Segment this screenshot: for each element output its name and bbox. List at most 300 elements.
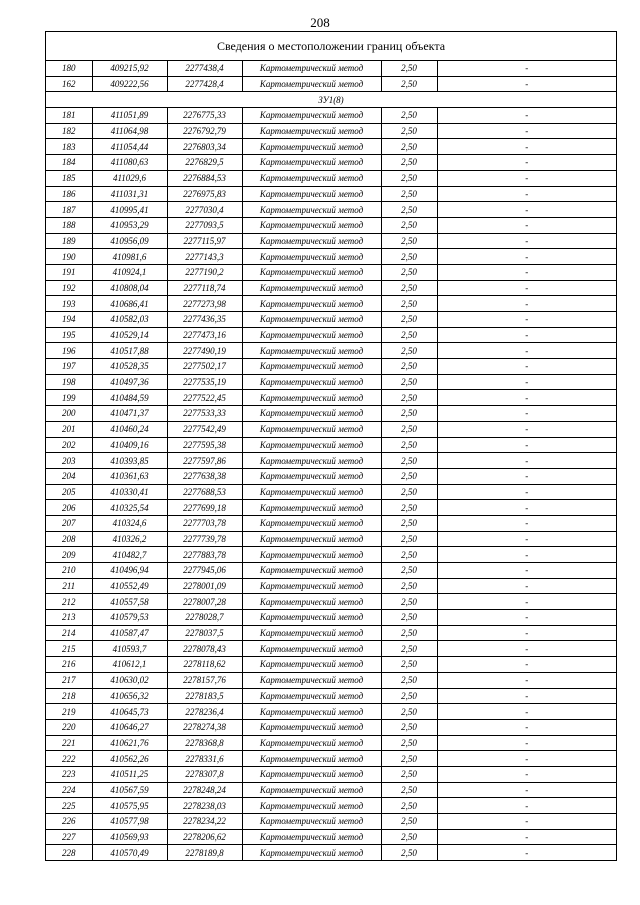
cell-note: - bbox=[437, 421, 616, 437]
cell-method: Картометрический метод bbox=[242, 578, 381, 594]
cell-accuracy: 2,50 bbox=[381, 76, 437, 92]
table-row bbox=[46, 484, 616, 500]
cell-coord-x: 410995,41 bbox=[92, 202, 167, 218]
cell-method: Картометрический метод bbox=[242, 625, 381, 641]
cell-point-number: 203 bbox=[46, 453, 92, 469]
table-row bbox=[46, 610, 616, 626]
cell-note: - bbox=[437, 280, 616, 296]
cell-method: Картометрический метод bbox=[242, 657, 381, 673]
cell-method: Картометрический метод bbox=[242, 688, 381, 704]
cell-point-number: 211 bbox=[46, 578, 92, 594]
cell-accuracy: 2,50 bbox=[381, 453, 437, 469]
table-row bbox=[46, 390, 616, 406]
coordinates-table bbox=[46, 61, 616, 861]
cell-accuracy: 2,50 bbox=[381, 782, 437, 798]
cell-accuracy: 2,50 bbox=[381, 515, 437, 531]
cell-accuracy: 2,50 bbox=[381, 814, 437, 830]
table-row bbox=[46, 468, 616, 484]
cell-coord-x: 410570,49 bbox=[92, 845, 167, 861]
cell-coord-x: 410587,47 bbox=[92, 625, 167, 641]
cell-point-number: 215 bbox=[46, 641, 92, 657]
cell-method: Картометрический метод bbox=[242, 468, 381, 484]
cell-note: - bbox=[437, 170, 616, 186]
cell-note: - bbox=[437, 202, 616, 218]
cell-coord-y: 2277595,38 bbox=[167, 437, 242, 453]
cell-coord-x: 410808,04 bbox=[92, 280, 167, 296]
cell-method: Картометрический метод bbox=[242, 202, 381, 218]
cell-coord-x: 410582,03 bbox=[92, 312, 167, 328]
table-row bbox=[46, 327, 616, 343]
cell-coord-y: 2277118,74 bbox=[167, 280, 242, 296]
cell-method: Картометрический метод bbox=[242, 155, 381, 171]
cell-point-number: 216 bbox=[46, 657, 92, 673]
cell-point-number: 219 bbox=[46, 704, 92, 720]
cell-point-number: 189 bbox=[46, 233, 92, 249]
table-row bbox=[46, 170, 616, 186]
cell-accuracy: 2,50 bbox=[381, 578, 437, 594]
cell-note: - bbox=[437, 814, 616, 830]
cell-point-number: 202 bbox=[46, 437, 92, 453]
cell-accuracy: 2,50 bbox=[381, 123, 437, 139]
table-row bbox=[46, 155, 616, 171]
cell-point-number: 201 bbox=[46, 421, 92, 437]
cell-coord-x: 410361,63 bbox=[92, 468, 167, 484]
cell-note: - bbox=[437, 672, 616, 688]
cell-coord-y: 2277597,86 bbox=[167, 453, 242, 469]
table-row bbox=[46, 704, 616, 720]
cell-note: - bbox=[437, 798, 616, 814]
cell-point-number: 218 bbox=[46, 688, 92, 704]
cell-method: Картометрический метод bbox=[242, 515, 381, 531]
cell-point-number: 210 bbox=[46, 563, 92, 579]
table-row bbox=[46, 139, 616, 155]
cell-point-number: 185 bbox=[46, 170, 92, 186]
cell-note: - bbox=[437, 688, 616, 704]
cell-coord-y: 2276829,5 bbox=[167, 155, 242, 171]
cell-method: Картометрический метод bbox=[242, 563, 381, 579]
cell-coord-y: 2277190,2 bbox=[167, 264, 242, 280]
cell-coord-x: 410924,1 bbox=[92, 264, 167, 280]
page-number: 208 bbox=[310, 15, 330, 30]
cell-note: - bbox=[437, 500, 616, 516]
cell-method: Картометрический метод bbox=[242, 610, 381, 626]
cell-point-number: 188 bbox=[46, 217, 92, 233]
cell-coord-x: 410567,59 bbox=[92, 782, 167, 798]
cell-method: Картометрический метод bbox=[242, 437, 381, 453]
cell-point-number: 187 bbox=[46, 202, 92, 218]
table-row bbox=[46, 657, 616, 673]
cell-accuracy: 2,50 bbox=[381, 672, 437, 688]
cell-accuracy: 2,50 bbox=[381, 280, 437, 296]
table-row bbox=[46, 751, 616, 767]
table-row bbox=[46, 233, 616, 249]
cell-method: Картометрический метод bbox=[242, 186, 381, 202]
cell-point-number: 193 bbox=[46, 296, 92, 312]
cell-coord-x: 411029,6 bbox=[92, 170, 167, 186]
cell-point-number: 194 bbox=[46, 312, 92, 328]
cell-coord-y: 2278001,09 bbox=[167, 578, 242, 594]
cell-accuracy: 2,50 bbox=[381, 296, 437, 312]
cell-point-number: 226 bbox=[46, 814, 92, 830]
table-row bbox=[46, 359, 616, 375]
cell-coord-x: 409222,56 bbox=[92, 76, 167, 92]
cell-point-number: 197 bbox=[46, 359, 92, 375]
cell-coord-x: 410645,73 bbox=[92, 704, 167, 720]
cell-accuracy: 2,50 bbox=[381, 531, 437, 547]
cell-accuracy: 2,50 bbox=[381, 798, 437, 814]
cell-accuracy: 2,50 bbox=[381, 735, 437, 751]
table-row bbox=[46, 515, 616, 531]
cell-coord-x: 410497,36 bbox=[92, 374, 167, 390]
cell-method: Картометрический метод bbox=[242, 264, 381, 280]
cell-note: - bbox=[437, 76, 616, 92]
cell-coord-y: 2276975,83 bbox=[167, 186, 242, 202]
cell-point-number: 209 bbox=[46, 547, 92, 563]
cell-note: - bbox=[437, 327, 616, 343]
table-row bbox=[46, 296, 616, 312]
cell-coord-y: 2277638,38 bbox=[167, 468, 242, 484]
cell-note: - bbox=[437, 453, 616, 469]
cell-note: - bbox=[437, 264, 616, 280]
cell-point-number: 162 bbox=[46, 76, 92, 92]
cell-coord-x: 410579,53 bbox=[92, 610, 167, 626]
cell-coord-x: 410686,41 bbox=[92, 296, 167, 312]
cell-point-number: 222 bbox=[46, 751, 92, 767]
table-header-title: Сведения о местоположении границ объекта bbox=[46, 32, 616, 61]
cell-accuracy: 2,50 bbox=[381, 610, 437, 626]
cell-accuracy: 2,50 bbox=[381, 359, 437, 375]
cell-coord-y: 2277273,98 bbox=[167, 296, 242, 312]
cell-point-number: 213 bbox=[46, 610, 92, 626]
table-row bbox=[46, 547, 616, 563]
table-row bbox=[46, 374, 616, 390]
cell-accuracy: 2,50 bbox=[381, 657, 437, 673]
cell-coord-y: 2277535,19 bbox=[167, 374, 242, 390]
cell-accuracy: 2,50 bbox=[381, 390, 437, 406]
cell-coord-x: 410460,24 bbox=[92, 421, 167, 437]
cell-coord-y: 2277436,35 bbox=[167, 312, 242, 328]
cell-accuracy: 2,50 bbox=[381, 202, 437, 218]
cell-coord-y: 2277093,5 bbox=[167, 217, 242, 233]
cell-coord-y: 2278331,6 bbox=[167, 751, 242, 767]
cell-point-number: 183 bbox=[46, 139, 92, 155]
cell-point-number: 196 bbox=[46, 343, 92, 359]
cell-coord-x: 410482,7 bbox=[92, 547, 167, 563]
coordinates-table-body bbox=[46, 61, 616, 861]
cell-accuracy: 2,50 bbox=[381, 312, 437, 328]
cell-method: Картометрический метод bbox=[242, 845, 381, 861]
cell-coord-y: 2276792,79 bbox=[167, 123, 242, 139]
cell-coord-y: 2278238,03 bbox=[167, 798, 242, 814]
cell-method: Картометрический метод bbox=[242, 359, 381, 375]
cell-note: - bbox=[437, 625, 616, 641]
cell-coord-y: 2277703,78 bbox=[167, 515, 242, 531]
cell-point-number: 190 bbox=[46, 249, 92, 265]
cell-method: Картометрический метод bbox=[242, 704, 381, 720]
cell-method: Картометрический метод bbox=[242, 374, 381, 390]
cell-accuracy: 2,50 bbox=[381, 406, 437, 422]
cell-note: - bbox=[437, 108, 616, 124]
table-row bbox=[46, 594, 616, 610]
cell-accuracy: 2,50 bbox=[381, 437, 437, 453]
table-row bbox=[46, 61, 616, 76]
cell-accuracy: 2,50 bbox=[381, 845, 437, 861]
cell-note: - bbox=[437, 186, 616, 202]
cell-coord-y: 2278028,7 bbox=[167, 610, 242, 626]
cell-accuracy: 2,50 bbox=[381, 829, 437, 845]
cell-method: Картометрический метод bbox=[242, 233, 381, 249]
table-row bbox=[46, 625, 616, 641]
cell-method: Картометрический метод bbox=[242, 766, 381, 782]
cell-coord-y: 2277883,78 bbox=[167, 547, 242, 563]
table-row bbox=[46, 798, 616, 814]
cell-coord-x: 410612,1 bbox=[92, 657, 167, 673]
cell-accuracy: 2,50 bbox=[381, 155, 437, 171]
cell-point-number: 199 bbox=[46, 390, 92, 406]
cell-coord-x: 410956,09 bbox=[92, 233, 167, 249]
cell-note: - bbox=[437, 829, 616, 845]
cell-note: - bbox=[437, 406, 616, 422]
cell-coord-y: 2278157,76 bbox=[167, 672, 242, 688]
cell-note: - bbox=[437, 704, 616, 720]
table-row bbox=[46, 280, 616, 296]
cell-coord-x: 410517,88 bbox=[92, 343, 167, 359]
table-row bbox=[46, 688, 616, 704]
cell-coord-y: 2276884,53 bbox=[167, 170, 242, 186]
table-row bbox=[46, 531, 616, 547]
cell-note: - bbox=[437, 547, 616, 563]
cell-coord-x: 410577,98 bbox=[92, 814, 167, 830]
table-row bbox=[46, 814, 616, 830]
table-row bbox=[46, 437, 616, 453]
cell-coord-y: 2278248,24 bbox=[167, 782, 242, 798]
table-row bbox=[46, 108, 616, 124]
table-row bbox=[46, 453, 616, 469]
cell-accuracy: 2,50 bbox=[381, 704, 437, 720]
table-row bbox=[46, 845, 616, 861]
cell-point-number: 225 bbox=[46, 798, 92, 814]
cell-accuracy: 2,50 bbox=[381, 249, 437, 265]
cell-note: - bbox=[437, 390, 616, 406]
cell-coord-x: 410324,6 bbox=[92, 515, 167, 531]
table-row bbox=[46, 735, 616, 751]
cell-point-number: 192 bbox=[46, 280, 92, 296]
cell-method: Картометрический метод bbox=[242, 814, 381, 830]
table-row bbox=[46, 719, 616, 735]
cell-method: Картометрический метод bbox=[242, 751, 381, 767]
cell-method: Картометрический метод bbox=[242, 249, 381, 265]
cell-coord-x: 411031,31 bbox=[92, 186, 167, 202]
cell-coord-x: 410330,41 bbox=[92, 484, 167, 500]
cell-accuracy: 2,50 bbox=[381, 751, 437, 767]
cell-note: - bbox=[437, 719, 616, 735]
cell-coord-y: 2277428,4 bbox=[167, 76, 242, 92]
table-row bbox=[46, 672, 616, 688]
table-row bbox=[46, 578, 616, 594]
cell-point-number: 227 bbox=[46, 829, 92, 845]
cell-method: Картометрический метод bbox=[242, 453, 381, 469]
table-row bbox=[46, 249, 616, 265]
cell-method: Картометрический метод bbox=[242, 108, 381, 124]
table-row bbox=[46, 264, 616, 280]
cell-method: Картометрический метод bbox=[242, 719, 381, 735]
cell-method: Картометрический метод bbox=[242, 123, 381, 139]
cell-accuracy: 2,50 bbox=[381, 625, 437, 641]
cell-coord-y: 2276775,33 bbox=[167, 108, 242, 124]
cell-coord-x: 410562,26 bbox=[92, 751, 167, 767]
cell-accuracy: 2,50 bbox=[381, 170, 437, 186]
cell-point-number: 184 bbox=[46, 155, 92, 171]
cell-coord-y: 2278236,4 bbox=[167, 704, 242, 720]
cell-point-number: 220 bbox=[46, 719, 92, 735]
cell-accuracy: 2,50 bbox=[381, 719, 437, 735]
cell-point-number: 217 bbox=[46, 672, 92, 688]
cell-coord-x: 410575,95 bbox=[92, 798, 167, 814]
cell-coord-y: 2277115,97 bbox=[167, 233, 242, 249]
cell-accuracy: 2,50 bbox=[381, 766, 437, 782]
cell-coord-y: 2277473,16 bbox=[167, 327, 242, 343]
cell-coord-x: 410593,7 bbox=[92, 641, 167, 657]
cell-accuracy: 2,50 bbox=[381, 233, 437, 249]
cell-accuracy: 2,50 bbox=[381, 139, 437, 155]
cell-coord-x: 410326,2 bbox=[92, 531, 167, 547]
cell-note: - bbox=[437, 594, 616, 610]
cell-point-number: 181 bbox=[46, 108, 92, 124]
cell-coord-y: 2277502,17 bbox=[167, 359, 242, 375]
table-row bbox=[46, 421, 616, 437]
cell-coord-x: 410630,02 bbox=[92, 672, 167, 688]
cell-point-number: 200 bbox=[46, 406, 92, 422]
table-row bbox=[46, 766, 616, 782]
cell-point-number: 186 bbox=[46, 186, 92, 202]
cell-coord-y: 2278007,28 bbox=[167, 594, 242, 610]
cell-coord-y: 2277533,33 bbox=[167, 406, 242, 422]
cell-accuracy: 2,50 bbox=[381, 421, 437, 437]
cell-note: - bbox=[437, 484, 616, 500]
cell-coord-x: 411051,89 bbox=[92, 108, 167, 124]
cell-note: - bbox=[437, 782, 616, 798]
cell-note: - bbox=[437, 563, 616, 579]
cell-note: - bbox=[437, 123, 616, 139]
cell-coord-y: 2277688,53 bbox=[167, 484, 242, 500]
table-row bbox=[46, 343, 616, 359]
cell-coord-x: 410557,58 bbox=[92, 594, 167, 610]
cell-coord-x: 410529,14 bbox=[92, 327, 167, 343]
cell-coord-x: 410621,76 bbox=[92, 735, 167, 751]
cell-coord-x: 410325,54 bbox=[92, 500, 167, 516]
boundary-table-sheet bbox=[45, 31, 617, 861]
cell-coord-y: 2277438,4 bbox=[167, 61, 242, 76]
cell-coord-y: 2278307,8 bbox=[167, 766, 242, 782]
cell-point-number: 182 bbox=[46, 123, 92, 139]
section-label: ЗУ1(8) bbox=[46, 92, 616, 108]
table-row bbox=[46, 641, 616, 657]
cell-coord-x: 410656,32 bbox=[92, 688, 167, 704]
cell-method: Картометрический метод bbox=[242, 500, 381, 516]
cell-coord-x: 410484,59 bbox=[92, 390, 167, 406]
table-row bbox=[46, 76, 616, 92]
cell-point-number: 198 bbox=[46, 374, 92, 390]
cell-coord-x: 410528,35 bbox=[92, 359, 167, 375]
cell-coord-y: 2278234,22 bbox=[167, 814, 242, 830]
cell-accuracy: 2,50 bbox=[381, 563, 437, 579]
cell-note: - bbox=[437, 735, 616, 751]
cell-coord-x: 411080,63 bbox=[92, 155, 167, 171]
cell-point-number: 206 bbox=[46, 500, 92, 516]
cell-method: Картометрический метод bbox=[242, 343, 381, 359]
cell-note: - bbox=[437, 249, 616, 265]
cell-note: - bbox=[437, 61, 616, 76]
cell-coord-y: 2276803,34 bbox=[167, 139, 242, 155]
cell-coord-x: 410552,49 bbox=[92, 578, 167, 594]
cell-coord-x: 410646,27 bbox=[92, 719, 167, 735]
cell-coord-y: 2277143,3 bbox=[167, 249, 242, 265]
cell-method: Картометрический метод bbox=[242, 782, 381, 798]
cell-coord-x: 410471,37 bbox=[92, 406, 167, 422]
cell-accuracy: 2,50 bbox=[381, 688, 437, 704]
cell-accuracy: 2,50 bbox=[381, 468, 437, 484]
cell-method: Картометрический метод bbox=[242, 798, 381, 814]
cell-accuracy: 2,50 bbox=[381, 641, 437, 657]
cell-note: - bbox=[437, 296, 616, 312]
cell-note: - bbox=[437, 359, 616, 375]
table-row bbox=[46, 782, 616, 798]
cell-coord-x: 410393,85 bbox=[92, 453, 167, 469]
table-row bbox=[46, 202, 616, 218]
cell-accuracy: 2,50 bbox=[381, 327, 437, 343]
cell-note: - bbox=[437, 610, 616, 626]
cell-note: - bbox=[437, 343, 616, 359]
cell-coord-y: 2278274,38 bbox=[167, 719, 242, 735]
cell-accuracy: 2,50 bbox=[381, 547, 437, 563]
cell-note: - bbox=[437, 312, 616, 328]
cell-coord-y: 2278206,62 bbox=[167, 829, 242, 845]
cell-method: Картометрический метод bbox=[242, 547, 381, 563]
cell-method: Картометрический метод bbox=[242, 312, 381, 328]
cell-note: - bbox=[437, 641, 616, 657]
cell-coord-x: 410953,29 bbox=[92, 217, 167, 233]
cell-note: - bbox=[437, 751, 616, 767]
table-row bbox=[46, 217, 616, 233]
cell-method: Картометрический метод bbox=[242, 531, 381, 547]
cell-coord-y: 2278037,5 bbox=[167, 625, 242, 641]
cell-accuracy: 2,50 bbox=[381, 264, 437, 280]
cell-note: - bbox=[437, 217, 616, 233]
cell-note: - bbox=[437, 233, 616, 249]
cell-method: Картометрический метод bbox=[242, 217, 381, 233]
cell-accuracy: 2,50 bbox=[381, 374, 437, 390]
cell-method: Картометрический метод bbox=[242, 735, 381, 751]
cell-method: Картометрический метод bbox=[242, 76, 381, 92]
cell-coord-y: 2278189,8 bbox=[167, 845, 242, 861]
cell-point-number: 207 bbox=[46, 515, 92, 531]
cell-method: Картометрический метод bbox=[242, 594, 381, 610]
cell-coord-y: 2278368,8 bbox=[167, 735, 242, 751]
cell-coord-y: 2277522,45 bbox=[167, 390, 242, 406]
cell-method: Картометрический метод bbox=[242, 327, 381, 343]
cell-point-number: 228 bbox=[46, 845, 92, 861]
table-row bbox=[46, 123, 616, 139]
cell-point-number: 208 bbox=[46, 531, 92, 547]
table-row bbox=[46, 500, 616, 516]
cell-coord-y: 2277030,4 bbox=[167, 202, 242, 218]
cell-coord-y: 2278183,5 bbox=[167, 688, 242, 704]
cell-point-number: 214 bbox=[46, 625, 92, 641]
cell-coord-x: 410409,16 bbox=[92, 437, 167, 453]
cell-point-number: 195 bbox=[46, 327, 92, 343]
cell-note: - bbox=[437, 766, 616, 782]
cell-coord-y: 2277490,19 bbox=[167, 343, 242, 359]
